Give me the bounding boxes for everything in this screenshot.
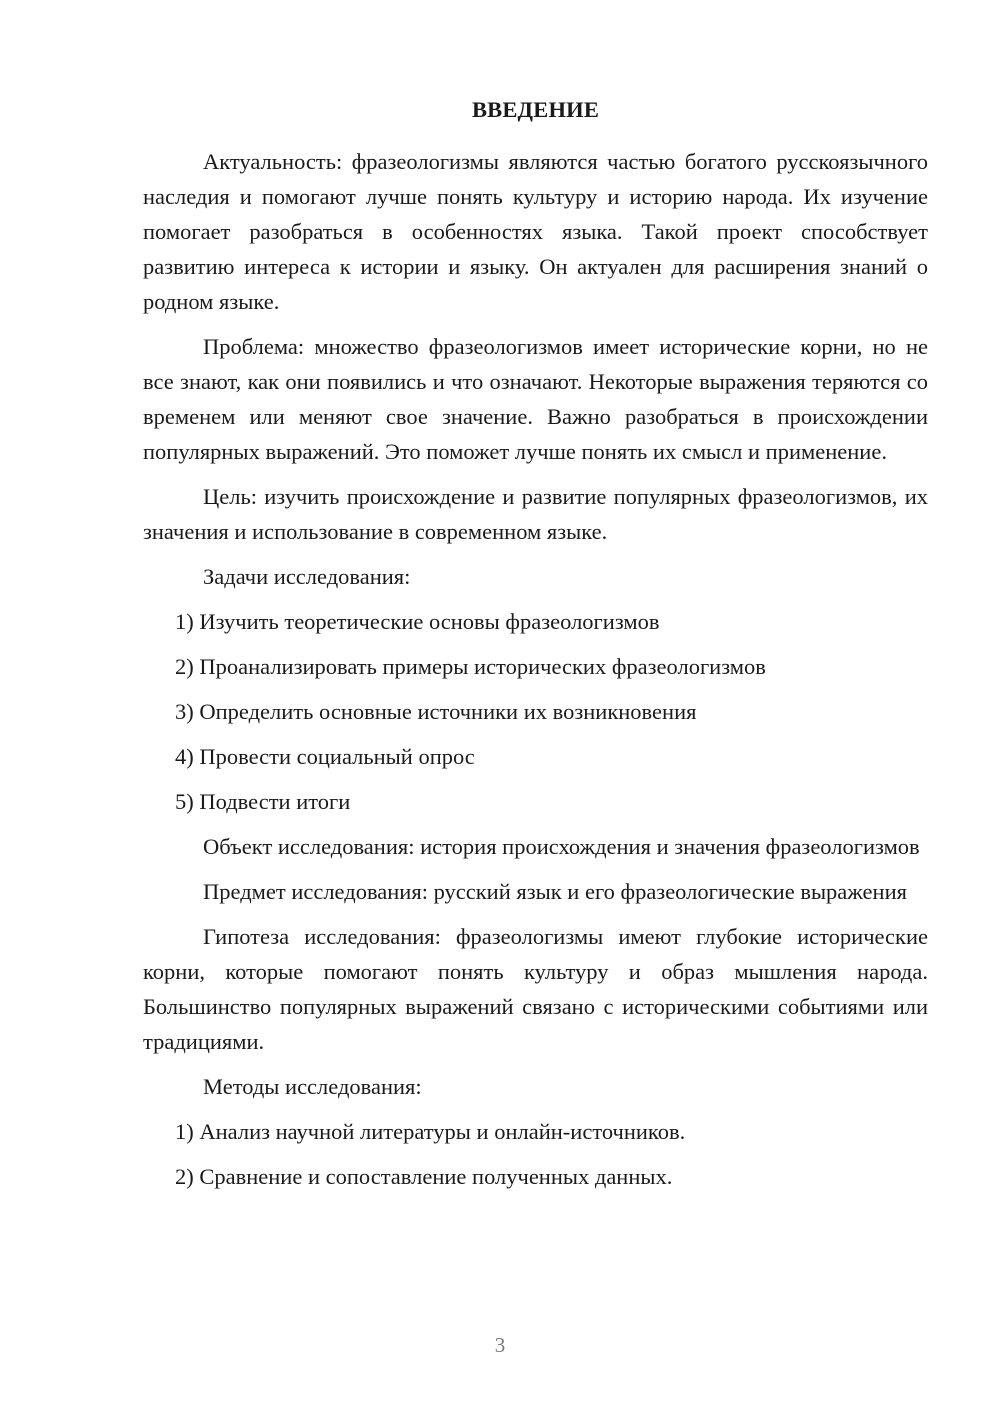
goal-paragraph: Цель: изучить происхождение и развитие популярных фразеологизмов, их значения и использование в современном языке. xyxy=(143,484,928,544)
subject-paragraph: Предмет исследования: русский язык и его фразеологические выражения xyxy=(203,879,907,904)
methods-list xyxy=(143,1114,928,1194)
methods-heading: Методы исследования: xyxy=(203,1074,422,1099)
list-item: 3) Определить основные источники их возникновения xyxy=(175,699,697,724)
object-paragraph: Объект исследования: история происхождения и значения фразеологизмов xyxy=(203,834,920,859)
list-item: 2) Проанализировать примеры исторических фразеологизмов xyxy=(175,654,766,679)
section-title: ВВЕДЕНИЕ xyxy=(471,97,600,122)
list-item: 2) Сравнение и сопоставление полученных данных. xyxy=(175,1164,673,1189)
list-item: 4) Провести социальный опрос xyxy=(175,744,475,769)
list-item: 5) Подвести итоги xyxy=(175,789,351,814)
tasks-heading: Задачи исследования: xyxy=(203,564,411,589)
document-page xyxy=(143,92,928,1204)
list-item: 1) Анализ научной литературы и онлайн-источников. xyxy=(175,1119,686,1144)
list-item: 1) Изучить теоретические основы фразеологизмов xyxy=(175,609,660,634)
problem-paragraph: Проблема: множество фразеологизмов имеет исторические корни, но не все знают, как они появились и что означают. Некоторые выражения теряются со временем или меняют свое значение. Важно разобраться в происхождении популярных выражений. Это поможет лучше понять их смысл и применение. xyxy=(143,334,928,464)
tasks-list xyxy=(143,604,928,819)
hypothesis-paragraph: Гипотеза исследования: фразеологизмы имеют глубокие исторические корни, которые помогают понять культуру и образ мышления народа. Большинство популярных выражений связано с историческими событиями или традициями. xyxy=(143,924,928,1054)
relevance-paragraph: Актуальность: фразеологизмы являются частью богатого русскоязычного наследия и помогают лучше понять культуру и историю народа. Их изучение помогает разобраться в особенностях языка. Такой проект способствует развитию интереса к истории и языку. Он актуален для расширения знаний о родном языке. xyxy=(143,149,928,314)
page-number: 3 xyxy=(494,1333,506,1357)
